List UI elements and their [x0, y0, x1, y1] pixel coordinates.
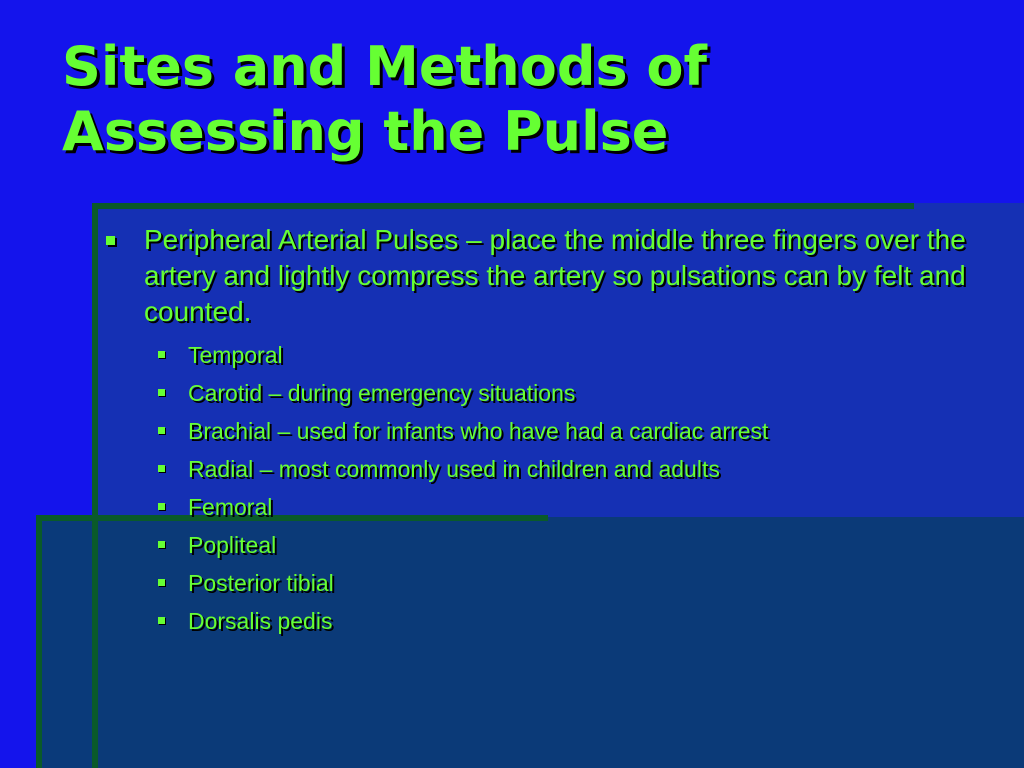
list-item-text: Posterior tibial: [188, 570, 334, 596]
decorative-line-left-lower: [36, 515, 42, 768]
list-item-text: Temporal: [188, 342, 283, 368]
square-bullet-icon: [106, 236, 115, 245]
slide-content: [104, 222, 984, 640]
slide-title: [62, 34, 962, 164]
list-item: [158, 526, 984, 564]
square-bullet-icon: [158, 579, 165, 586]
list-item: [158, 564, 984, 602]
list-item-text: Radial – most commonly used in children and adults: [188, 456, 720, 482]
slide-title-line-2: Assessing the Pulse: [62, 100, 669, 163]
square-bullet-icon: [158, 617, 165, 624]
decorative-line-top: [92, 203, 914, 209]
list-item: [158, 412, 984, 450]
list-item: [158, 374, 984, 412]
list-item-text: Femoral: [188, 494, 273, 520]
square-bullet-icon: [158, 389, 165, 396]
list-item: [158, 602, 984, 640]
square-bullet-icon: [158, 541, 165, 548]
main-bullet-item: [104, 222, 984, 330]
square-bullet-icon: [158, 427, 165, 434]
list-item-text: Carotid – during emergency situations: [188, 380, 576, 406]
list-item: [158, 488, 984, 526]
list-item-text: Dorsalis pedis: [188, 608, 333, 634]
square-bullet-icon: [158, 503, 165, 510]
decorative-line-left: [92, 203, 98, 768]
slide-title-line-1: Sites and Methods of: [62, 35, 708, 98]
square-bullet-icon: [158, 465, 165, 472]
main-bullet-text: Peripheral Arterial Pulses – place the middle three fingers over the artery and lightly compress the artery so pulsations can by felt and counted.: [144, 224, 966, 327]
list-item-text: Popliteal: [188, 532, 277, 558]
pulse-sites-list: [104, 336, 984, 640]
list-item-text: Brachial – used for infants who have had a cardiac arrest: [188, 418, 769, 444]
list-item: [158, 336, 984, 374]
list-item: [158, 450, 984, 488]
square-bullet-icon: [158, 351, 165, 358]
